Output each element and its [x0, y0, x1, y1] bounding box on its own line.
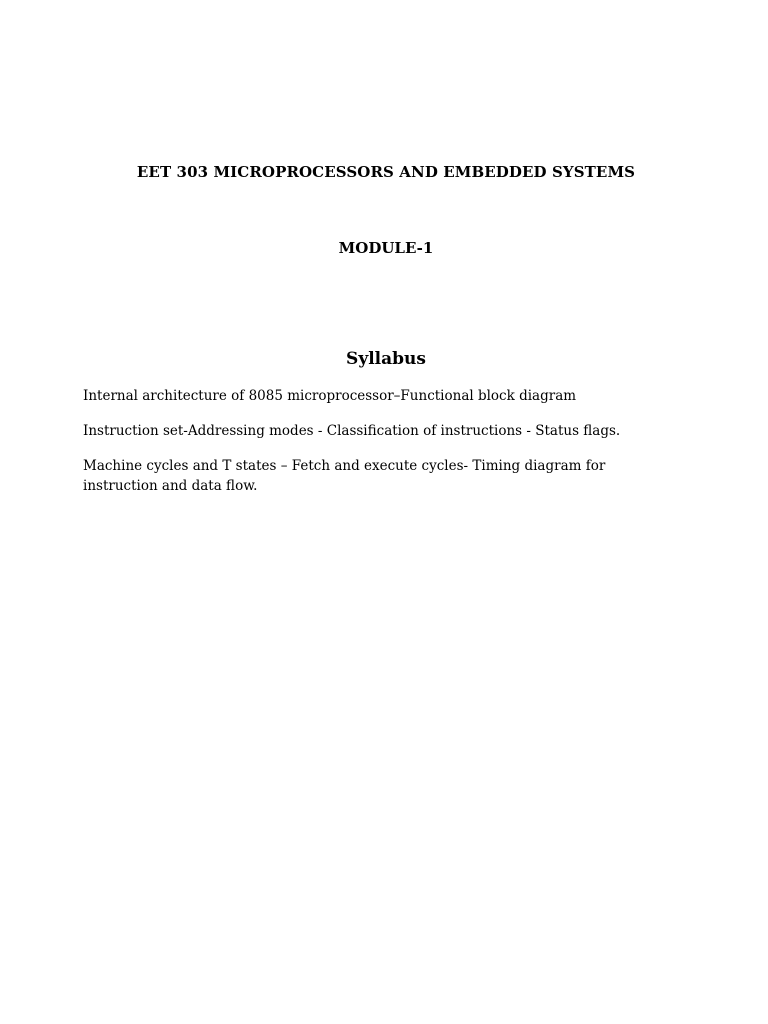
syllabus-heading: Syllabus [346, 349, 426, 369]
syllabus-item: Machine cycles and T states – Fetch and execute cycles- Timing diagram for instruction and data flow. [83, 458, 606, 494]
syllabus-item: Instruction set-Addressing modes - Classification of instructions - Status flags. [83, 423, 621, 439]
module-title: MODULE-1 [338, 239, 434, 257]
course-title: EET 303 MICROPROCESSORS AND EMBEDDED SYSTEMS [136, 163, 636, 181]
syllabus-list [83, 386, 683, 511]
syllabus-item: Internal architecture of 8085 microprocessor–Functional block diagram [83, 388, 577, 404]
